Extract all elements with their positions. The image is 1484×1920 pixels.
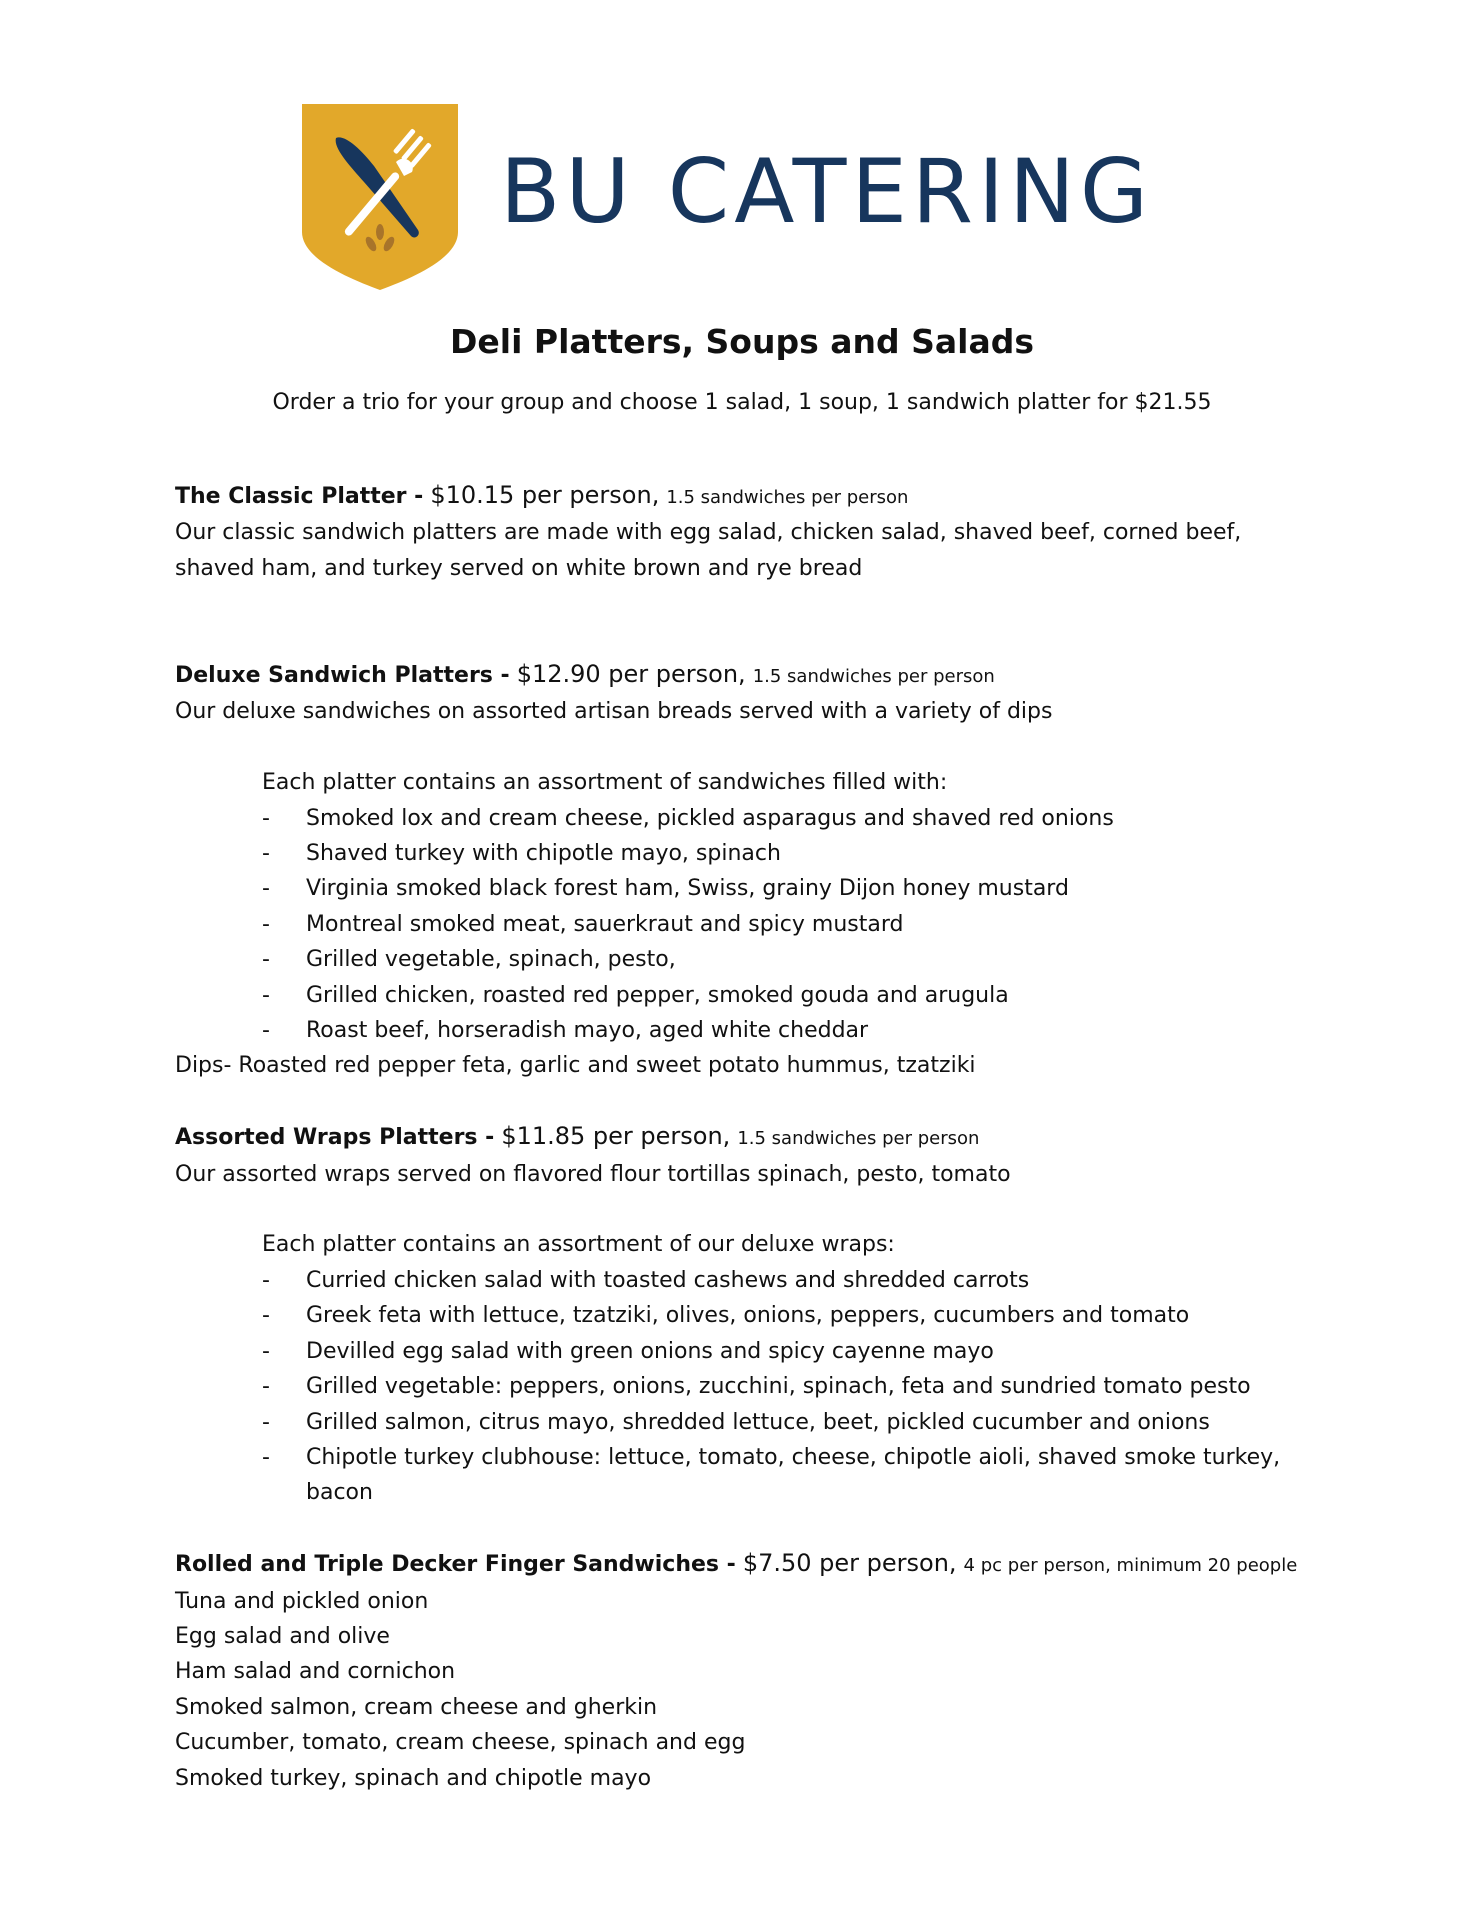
list-item: - Curried chicken salad with toasted cashews and shredded carrots (262, 1263, 1325, 1298)
list-item: Cucumber, tomato, cream cheese, spinach and egg (175, 1730, 746, 1756)
list-item: - Virginia smoked black forest ham, Swiss, grainy Dijon honey mustard (262, 871, 1325, 906)
item-description: Our assorted wraps served on flavored flour tortillas spinach, pesto, tomato (175, 1161, 1011, 1187)
item-name: Assorted Wraps Platters - (175, 1125, 495, 1151)
wraps-platters-section (175, 1119, 1325, 1510)
list-item: - Grilled vegetable: peppers, onions, zucchini, spinach, feta and sundried tomato pesto (262, 1369, 1325, 1404)
section-heading (175, 1119, 1325, 1156)
section-heading (175, 657, 1325, 694)
list-item: - Roast beef, horseradish mayo, aged white cheddar (262, 1013, 1325, 1048)
list-item: Smoked salmon, cream cheese and gherkin (175, 1694, 658, 1720)
dips-line: Dips- Roasted red pepper feta, garlic and sweet potato hummus, tzatziki (175, 1053, 976, 1079)
item-description: Our classic sandwich platters are made with egg salad, chicken salad, shaved beef, corned beef, shaved ham, and turkey served on white brown and rye bread (175, 520, 1242, 581)
item-note: 1.5 sandwiches per person (752, 666, 995, 688)
list-intro: Each platter contains an assortment of our deluxe wraps: (262, 1232, 895, 1258)
item-note: 4 pc per person, minimum 20 people (963, 1555, 1298, 1577)
sandwich-fillings-list (175, 801, 1325, 1049)
menu-content (175, 478, 1325, 1796)
list-item: - Grilled salmon, citrus mayo, shredded lettuce, beet, pickled cucumber and onions (262, 1405, 1325, 1440)
list-intro: Each platter contains an assortment of sandwiches filled with: (262, 770, 948, 796)
item-note: 1.5 sandwiches per person (666, 487, 909, 508)
list-item: - Grilled chicken, roasted red pepper, smoked gouda and arugula (262, 978, 1325, 1013)
finger-sandwiches-section (175, 1546, 1325, 1796)
list-item: Tuna and pickled onion (175, 1588, 429, 1614)
list-item: - Greek feta with lettuce, tzatziki, olives, onions, peppers, cucumbers and tomato (262, 1298, 1325, 1333)
list-item: - Chipotle turkey clubhouse: lettuce, tomato, cheese, chipotle aioli, shaved smoke turkey, bacon (262, 1440, 1325, 1511)
classic-platter-section (175, 478, 1325, 586)
deluxe-platters-section (175, 657, 1325, 1084)
shield-utensils-icon (300, 104, 460, 290)
list-item: Smoked turkey, spinach and chipotle mayo (175, 1765, 652, 1791)
item-name: Rolled and Triple Decker Finger Sandwiches - (175, 1552, 736, 1578)
item-name: Deluxe Sandwich Platters - (175, 663, 510, 689)
list-item: - Montreal smoked meat, sauerkraut and spicy mustard (262, 907, 1325, 942)
section-heading (175, 478, 1325, 515)
list-item: Ham salad and cornichon (175, 1659, 456, 1685)
item-price: $11.85 per person, (501, 1122, 731, 1151)
trio-offer: Order a trio for your group and choose 1 salad, 1 soup, 1 sandwich platter for $21.55 (272, 390, 1212, 415)
list-item: - Devilled egg salad with green onions and spicy cayenne mayo (262, 1334, 1325, 1369)
item-price: $12.90 per person, (516, 660, 746, 689)
bu-catering-logo (300, 104, 1154, 294)
item-name: The Classic Platter - (175, 484, 424, 509)
page-title: Deli Platters, Soups and Salads (450, 322, 1034, 361)
list-item: - Smoked lox and cream cheese, pickled asparagus and shaved red onions (262, 801, 1325, 836)
item-description: Our deluxe sandwiches on assorted artisan breads served with a variety of dips (175, 699, 1053, 725)
brand-name: BU CATERING (500, 140, 1154, 243)
item-price: $7.50 per person, (742, 1549, 957, 1578)
item-note: 1.5 sandwiches per person (737, 1128, 980, 1150)
list-item: Egg salad and olive (175, 1623, 390, 1649)
wraps-list (175, 1263, 1325, 1511)
item-price: $10.15 per person, (430, 481, 660, 509)
section-heading (175, 1546, 1325, 1583)
list-item: - Grilled vegetable, spinach, pesto, (262, 942, 1325, 977)
list-item: - Shaved turkey with chipotle mayo, spinach (262, 836, 1325, 871)
